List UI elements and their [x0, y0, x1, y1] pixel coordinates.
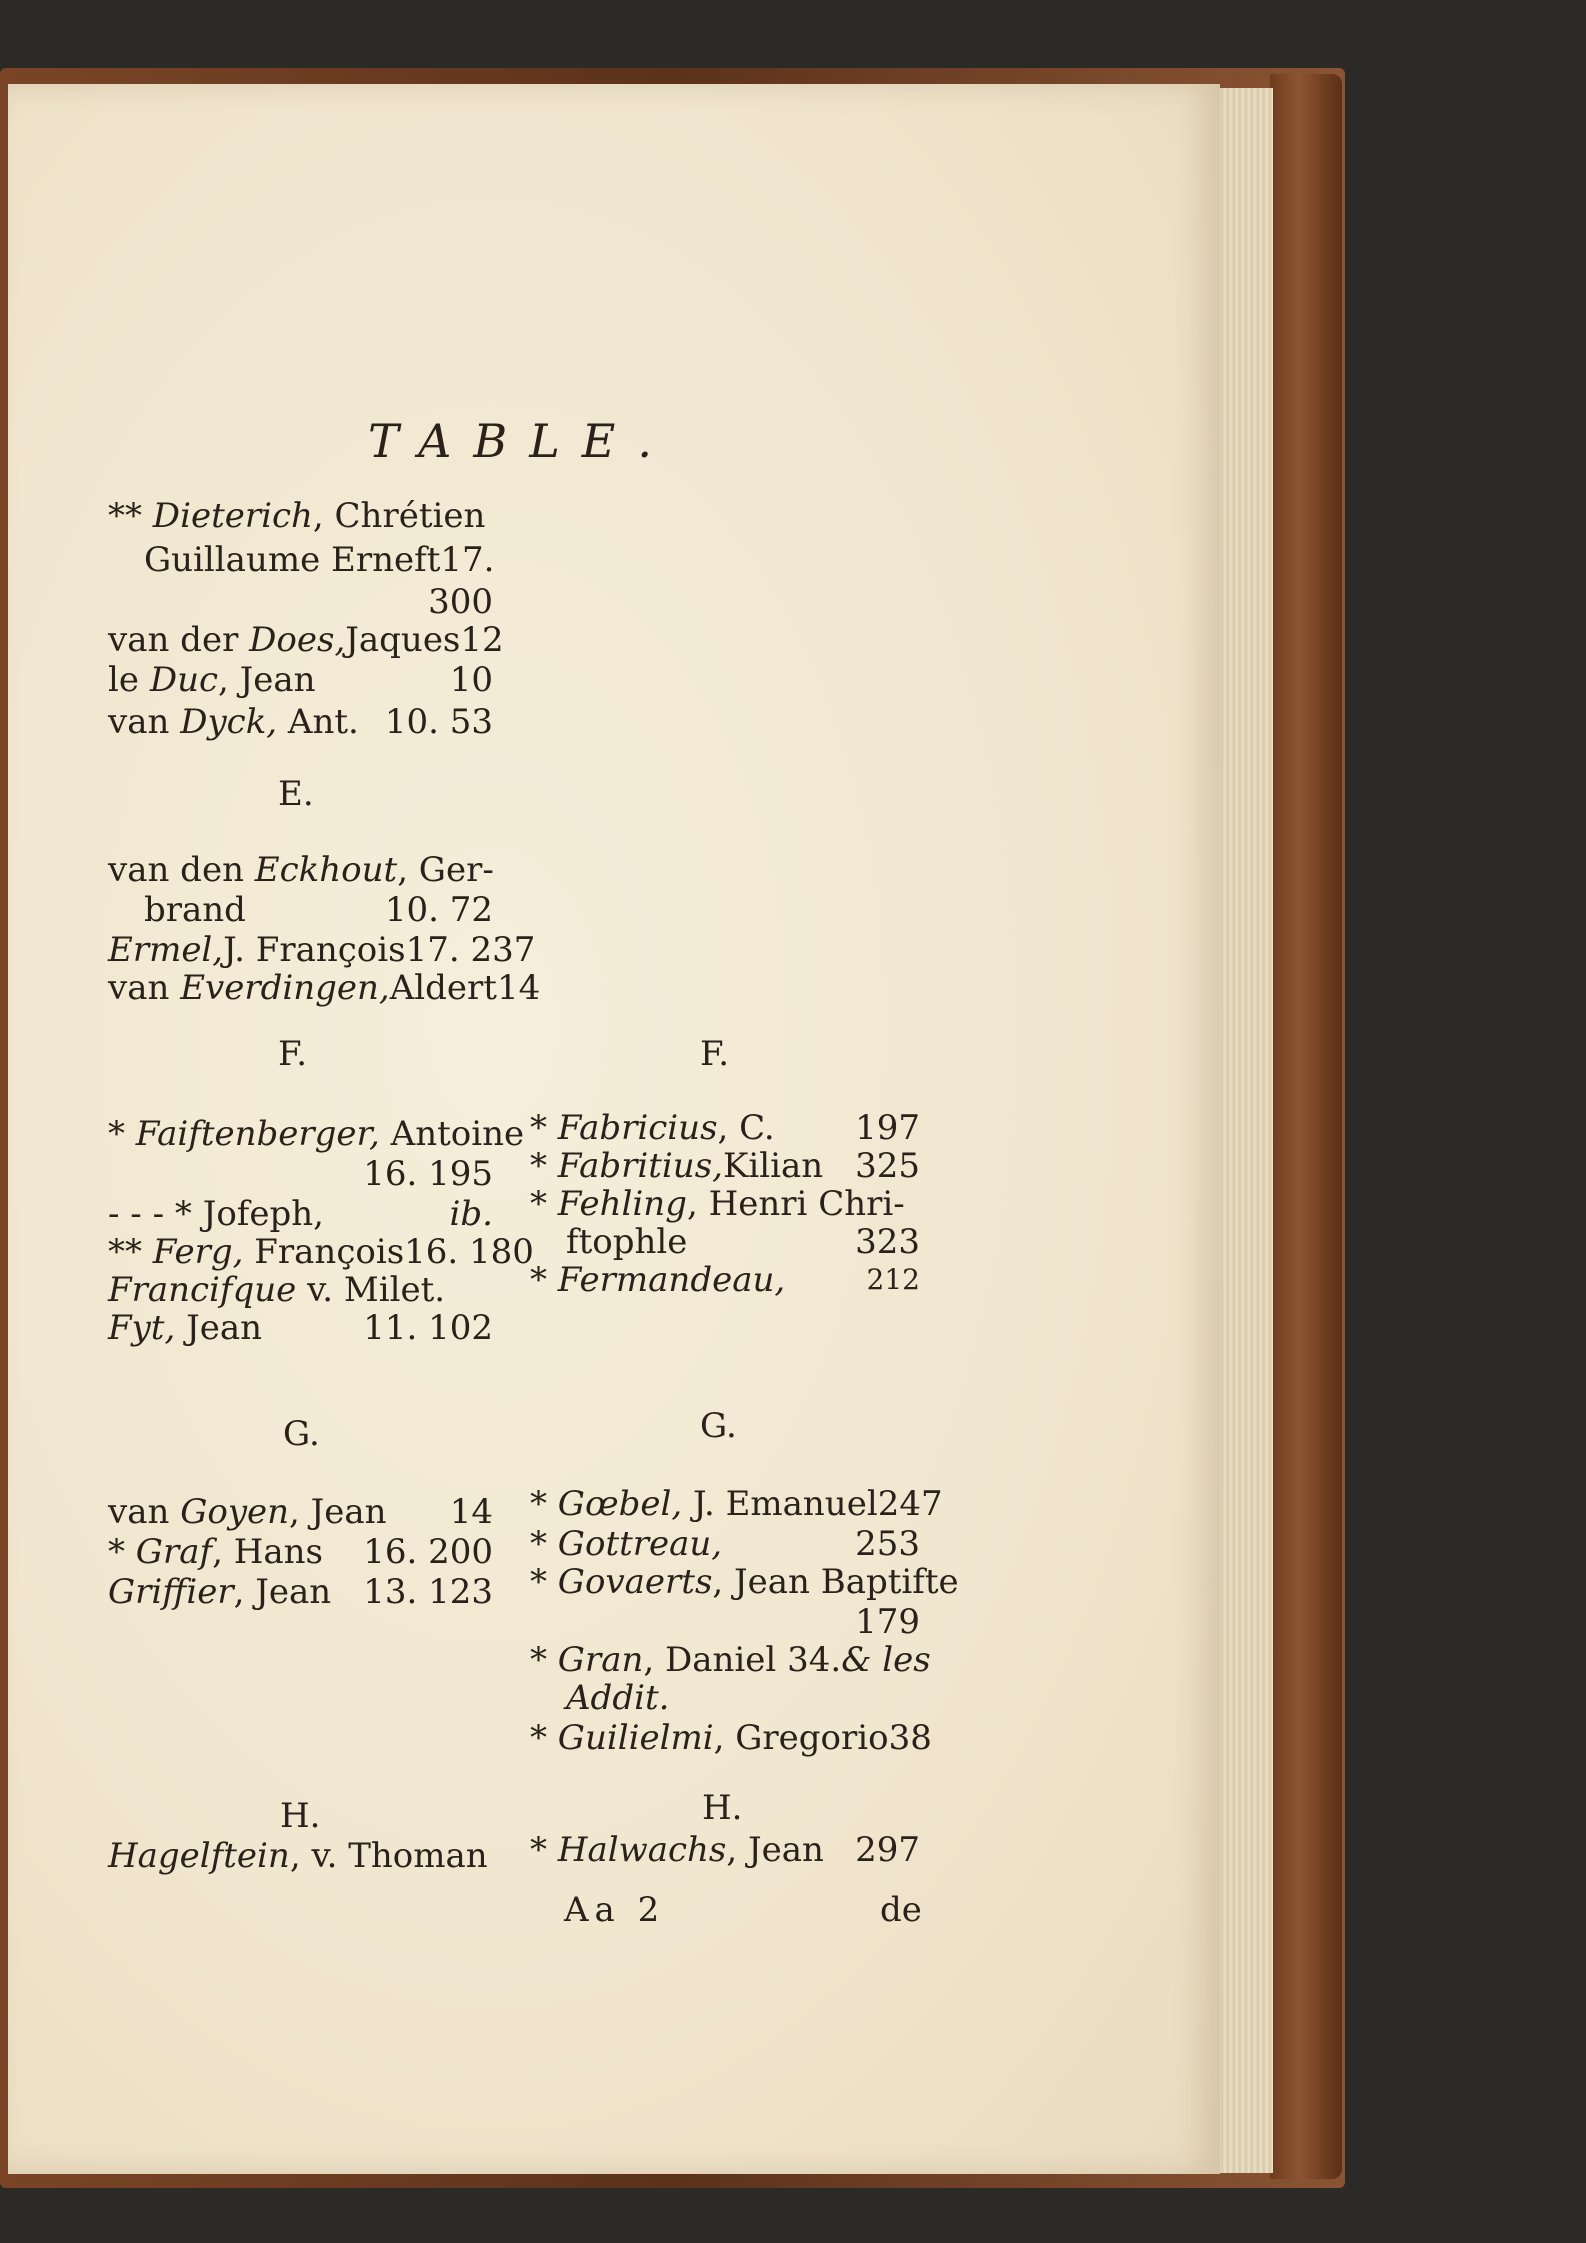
entry-forename: , Daniel 34. — [643, 1640, 842, 1680]
entry-name: Goyen — [180, 1492, 290, 1532]
book-spine — [1270, 74, 1342, 2179]
index-entry — [530, 1260, 920, 1300]
entry-name: Ermel, — [108, 930, 224, 970]
index-entry — [530, 1484, 943, 1524]
index-entry — [530, 1562, 959, 1602]
section-heading-h: H. — [280, 1796, 321, 1836]
entry-page: 10 — [449, 660, 493, 700]
entry-forename: Guillaume Erneft — [144, 540, 441, 580]
entry-forename: brand — [144, 890, 246, 930]
entry-page: 247 — [877, 1484, 943, 1524]
entry-name: * Graf — [108, 1532, 213, 1572]
entry-name: * Fehling — [530, 1184, 687, 1224]
index-entry — [108, 1836, 493, 1876]
index-entry: van den Eckhout, Ger- — [108, 850, 494, 890]
entry-page: 13. 123 — [363, 1572, 493, 1612]
index-entry — [108, 1194, 493, 1234]
entry-page: 253 — [855, 1524, 920, 1564]
entry-page: 325 — [855, 1146, 920, 1186]
entry-forename: Jaques — [345, 620, 461, 660]
entry-forename: , Jean — [726, 1830, 824, 1870]
entry-volume: 17. — [440, 540, 495, 580]
entry-name: Eckhout — [254, 850, 398, 890]
index-entry — [530, 1524, 920, 1564]
entry-forename: v. Milet. — [296, 1270, 446, 1310]
entry-page: 300 — [428, 582, 493, 622]
entry-forename: Aldert — [389, 968, 497, 1008]
entry-name: * Guilielmi — [530, 1718, 714, 1758]
entry-page: 16. 200 — [363, 1532, 493, 1572]
index-entry-cont — [144, 540, 493, 580]
entry-forename: , Jean — [218, 660, 316, 700]
entry-page: 323 — [855, 1222, 920, 1262]
entry-forename: François — [243, 1232, 405, 1272]
section-heading-f: F. — [700, 1034, 730, 1074]
entry-note: Addit. — [566, 1678, 670, 1718]
index-entry: van Dyck, Ant. 10. 53 — [108, 702, 493, 742]
index-entry-cont — [108, 1154, 493, 1194]
signature-mark: Aa 2 — [564, 1890, 666, 1930]
index-entry-cont — [566, 1222, 920, 1262]
entry-name: Griffier — [108, 1572, 234, 1612]
entry-name: * Fabricius — [530, 1108, 718, 1148]
entry-forename: Ant. — [277, 702, 359, 742]
entry-name: Hagelftein — [108, 1836, 290, 1876]
entry-name: * Gottreau, — [530, 1524, 723, 1564]
entry-forename: , Ger- — [397, 850, 494, 890]
entry-forename: , Jean — [233, 1572, 332, 1612]
index-entry — [530, 1184, 920, 1224]
right-column — [530, 84, 959, 2084]
entry-name: ** Dieterich — [108, 496, 313, 536]
entry-name: * Gran — [530, 1640, 644, 1680]
entry-page: ib. — [449, 1194, 493, 1234]
index-entry-cont — [566, 1678, 920, 1718]
entry-page: 38 — [888, 1718, 932, 1758]
index-entry: van der Does,Jaques 12 — [108, 620, 504, 660]
entry-page: 14 — [496, 968, 541, 1008]
entry-page: 11. 102 — [363, 1308, 493, 1348]
section-heading-g: G. — [283, 1414, 320, 1454]
entry-name: Duc — [149, 660, 219, 700]
book-page — [8, 84, 1220, 2174]
index-entry — [108, 1308, 493, 1348]
index-entry — [108, 496, 493, 536]
entry-name: * Fermandeau, — [530, 1260, 786, 1300]
entry-page: 10. 53 — [384, 702, 493, 742]
entry-note: & les — [841, 1640, 931, 1680]
entry-forename: Antoine — [379, 1114, 525, 1154]
index-entry — [530, 1830, 920, 1870]
section-heading-h: H. — [702, 1788, 743, 1828]
entry-forename: J. Emanuel — [682, 1484, 878, 1524]
index-entry — [108, 1572, 493, 1612]
index-entry-cont — [144, 890, 493, 930]
index-entry — [108, 1114, 525, 1154]
page-title: TABLE. — [368, 414, 674, 468]
entry-page: 297 — [855, 1830, 920, 1870]
index-entry — [108, 1232, 534, 1272]
index-entry — [530, 1718, 932, 1758]
entry-page: 16. 180 — [404, 1232, 534, 1272]
section-heading-g: G. — [700, 1406, 737, 1446]
index-entry: van Goyen, Jean 14 — [108, 1492, 493, 1532]
catchword: de — [880, 1890, 922, 1930]
entry-page: 17. 237 — [405, 930, 536, 970]
index-entry — [530, 1108, 920, 1148]
index-entry — [108, 930, 536, 970]
entry-page: 14 — [449, 1492, 493, 1532]
index-entry — [530, 1640, 931, 1680]
entry-forename: Kilian — [722, 1146, 824, 1186]
entry-forename: J. François — [223, 930, 406, 970]
entry-forename: , C. — [717, 1108, 775, 1148]
entry-name: - - - * Jofeph, — [108, 1194, 324, 1234]
index-entry — [108, 1270, 493, 1310]
entry-page: 179 — [855, 1602, 920, 1642]
entry-forename: , Chrétien — [312, 496, 486, 536]
entry-page: 10. 72 — [384, 890, 493, 930]
section-heading-f: F. — [278, 1034, 308, 1074]
entry-page: 16. 195 — [363, 1154, 493, 1194]
entry-name: * Halwachs — [530, 1830, 727, 1870]
entry-forename: , Henri Chri- — [686, 1184, 905, 1224]
index-entry-cont — [108, 582, 493, 622]
entry-forename: , Jean Baptifte — [712, 1562, 959, 1602]
entry-page: 197 — [855, 1108, 920, 1148]
entry-name: * Gœbel, — [530, 1484, 683, 1524]
entry-name: ** Ferg, — [108, 1232, 244, 1272]
entry-name: * Govaerts — [530, 1562, 713, 1602]
entry-page: 12 — [460, 620, 504, 660]
entry-forename: , Hans — [212, 1532, 323, 1572]
entry-forename: , v. Thoman — [289, 1836, 488, 1876]
index-entry: van Everdingen,Aldert 14 — [108, 968, 541, 1008]
index-entry-cont — [530, 1602, 920, 1642]
entry-name: * Faiftenberger, — [108, 1114, 380, 1154]
entry-name: Dyck, — [180, 702, 278, 742]
entry-forename: , Gregorio — [713, 1718, 889, 1758]
entry-name: Fyt, — [108, 1308, 176, 1348]
entry-forename: ftophle — [566, 1222, 688, 1262]
entry-name: Does, — [249, 620, 346, 660]
entry-name: * Fabritius, — [530, 1146, 723, 1186]
entry-name: Everdingen, — [180, 968, 390, 1008]
index-entry — [108, 1532, 493, 1572]
section-heading-e: E. — [278, 774, 314, 814]
entry-forename: , Jean — [289, 1492, 387, 1532]
entry-forename: Jean — [175, 1308, 263, 1348]
entry-page: 212 — [866, 1263, 920, 1296]
index-entry: le Duc, Jean 10 — [108, 660, 493, 700]
index-entry — [530, 1146, 920, 1186]
entry-name: Francifque — [108, 1270, 297, 1310]
